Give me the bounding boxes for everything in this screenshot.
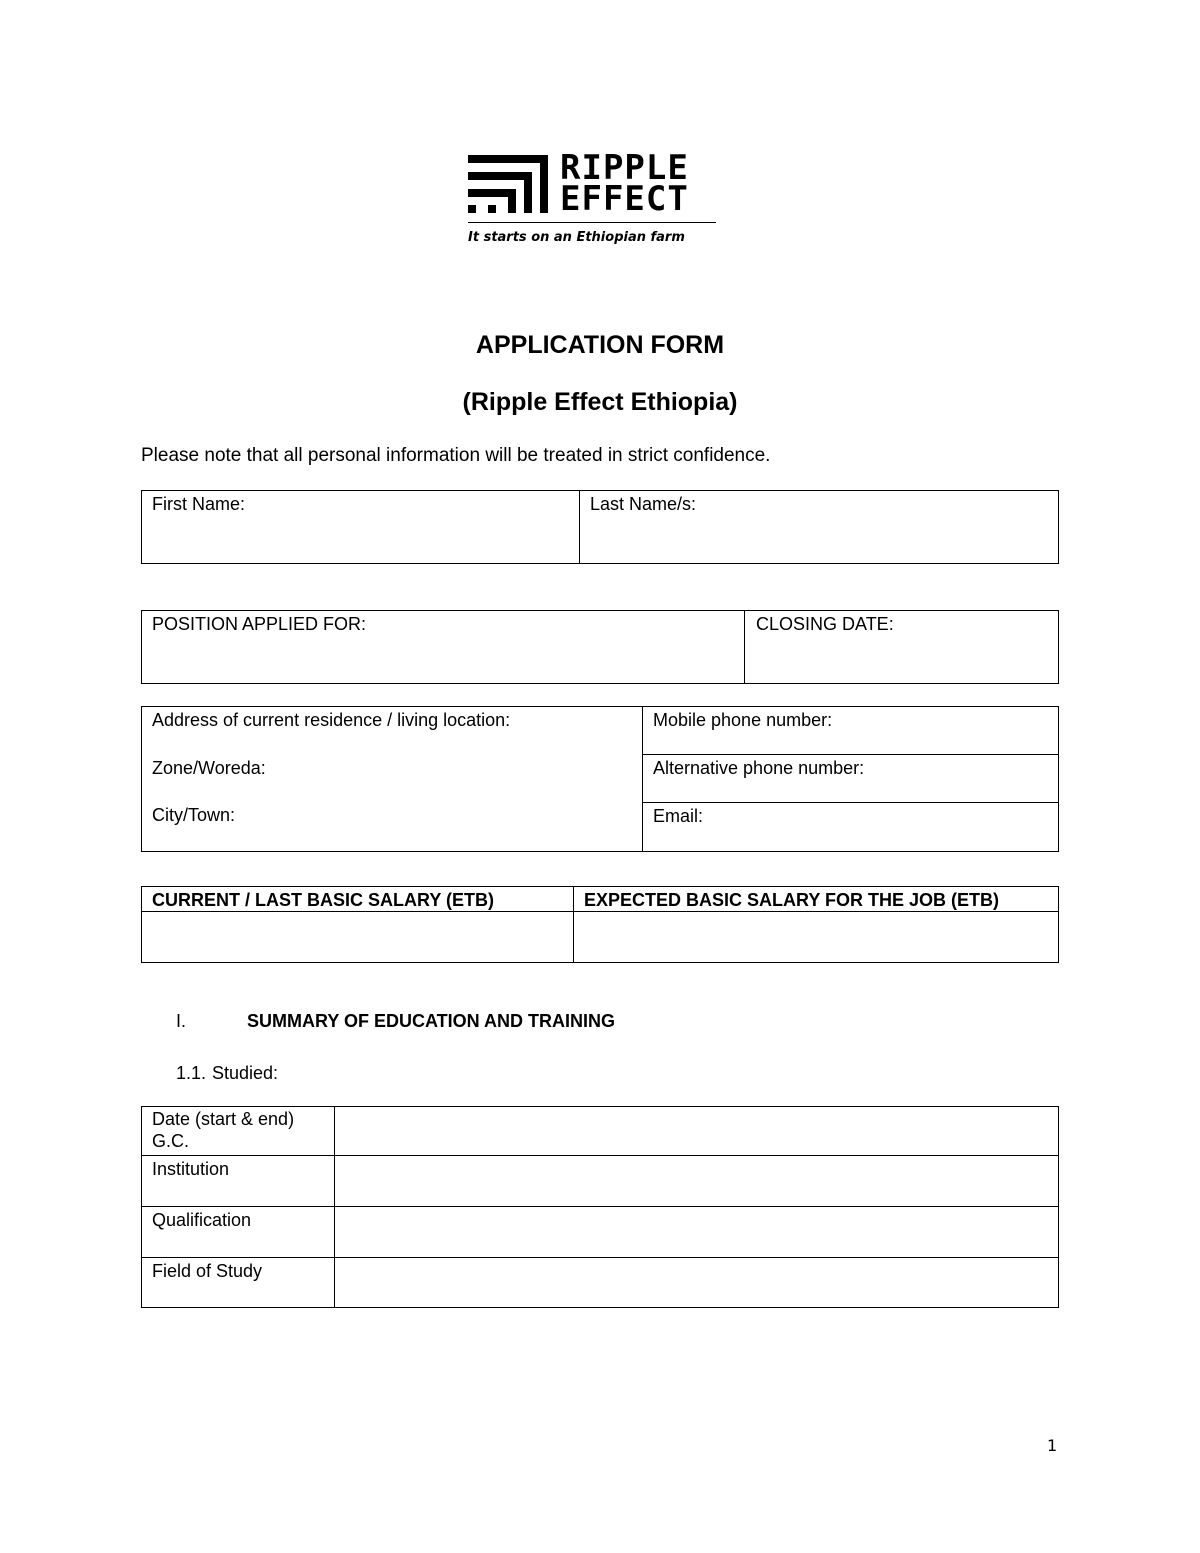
salary-header-divider [141, 911, 1059, 912]
qualification-input[interactable] [336, 1208, 1057, 1256]
expected-salary-input[interactable] [575, 913, 1057, 961]
position-divider [744, 610, 745, 684]
logo-line1: RIPPLE [560, 148, 689, 188]
field-of-study-label: Field of Study [152, 1261, 263, 1281]
logo-divider [468, 222, 716, 223]
expected-salary-header: EXPECTED BASIC SALARY FOR THE JOB (ETB) [584, 890, 1000, 910]
education-divider [334, 1106, 335, 1308]
email-field[interactable]: Email: [653, 806, 704, 826]
education-row-divider-1 [141, 1155, 1059, 1156]
subsection-label: Studied: [212, 1063, 279, 1083]
city-town-field[interactable]: City/Town: [152, 805, 236, 825]
page-subtitle: (Ripple Effect Ethiopia) [462, 388, 738, 416]
current-salary-header: CURRENT / LAST BASIC SALARY (ETB) [152, 890, 494, 910]
last-name-field[interactable]: Last Name/s: [590, 494, 697, 514]
field-of-study-input[interactable] [336, 1259, 1057, 1306]
page-title: APPLICATION FORM [475, 331, 725, 359]
date-label: Date (start & end) G.C. [152, 1109, 295, 1151]
page-number: 1 [1047, 1436, 1058, 1455]
institution-input[interactable] [336, 1157, 1057, 1205]
current-salary-input[interactable] [143, 913, 572, 961]
zone-woreda-field[interactable]: Zone/Woreda: [152, 758, 266, 778]
position-applied-field[interactable]: POSITION APPLIED FOR: [152, 614, 367, 634]
education-heading: SUMMARY OF EDUCATION AND TRAINING [247, 1011, 615, 1031]
salary-divider [573, 886, 574, 963]
alternative-phone-field[interactable]: Alternative phone number: [653, 758, 865, 778]
name-divider [579, 490, 580, 564]
logo-tagline: It starts on an Ethiopian farm [468, 230, 685, 245]
qualification-label: Qualification [152, 1210, 252, 1230]
address-field[interactable]: Address of current residence / living location: [152, 710, 511, 730]
date-input[interactable] [336, 1108, 1057, 1154]
contact-row-divider-1 [642, 754, 1059, 755]
institution-label: Institution [152, 1159, 230, 1179]
logo-line2: EFFECT [560, 179, 689, 219]
confidentiality-notice: Please note that all personal information will be treated in strict confidence. [141, 445, 771, 466]
ripple-logo-icon [468, 155, 550, 213]
education-row-divider-3 [141, 1257, 1059, 1258]
contact-row-divider-2 [642, 802, 1059, 803]
address-divider [642, 706, 643, 852]
education-row-divider-2 [141, 1206, 1059, 1207]
section-numeral: I. [176, 1011, 187, 1031]
logo [468, 150, 718, 250]
subsection-number: 1.1. [176, 1063, 207, 1083]
mobile-phone-field[interactable]: Mobile phone number: [653, 710, 833, 730]
closing-date-field[interactable]: CLOSING DATE: [756, 614, 894, 634]
first-name-field[interactable]: First Name: [152, 494, 246, 514]
